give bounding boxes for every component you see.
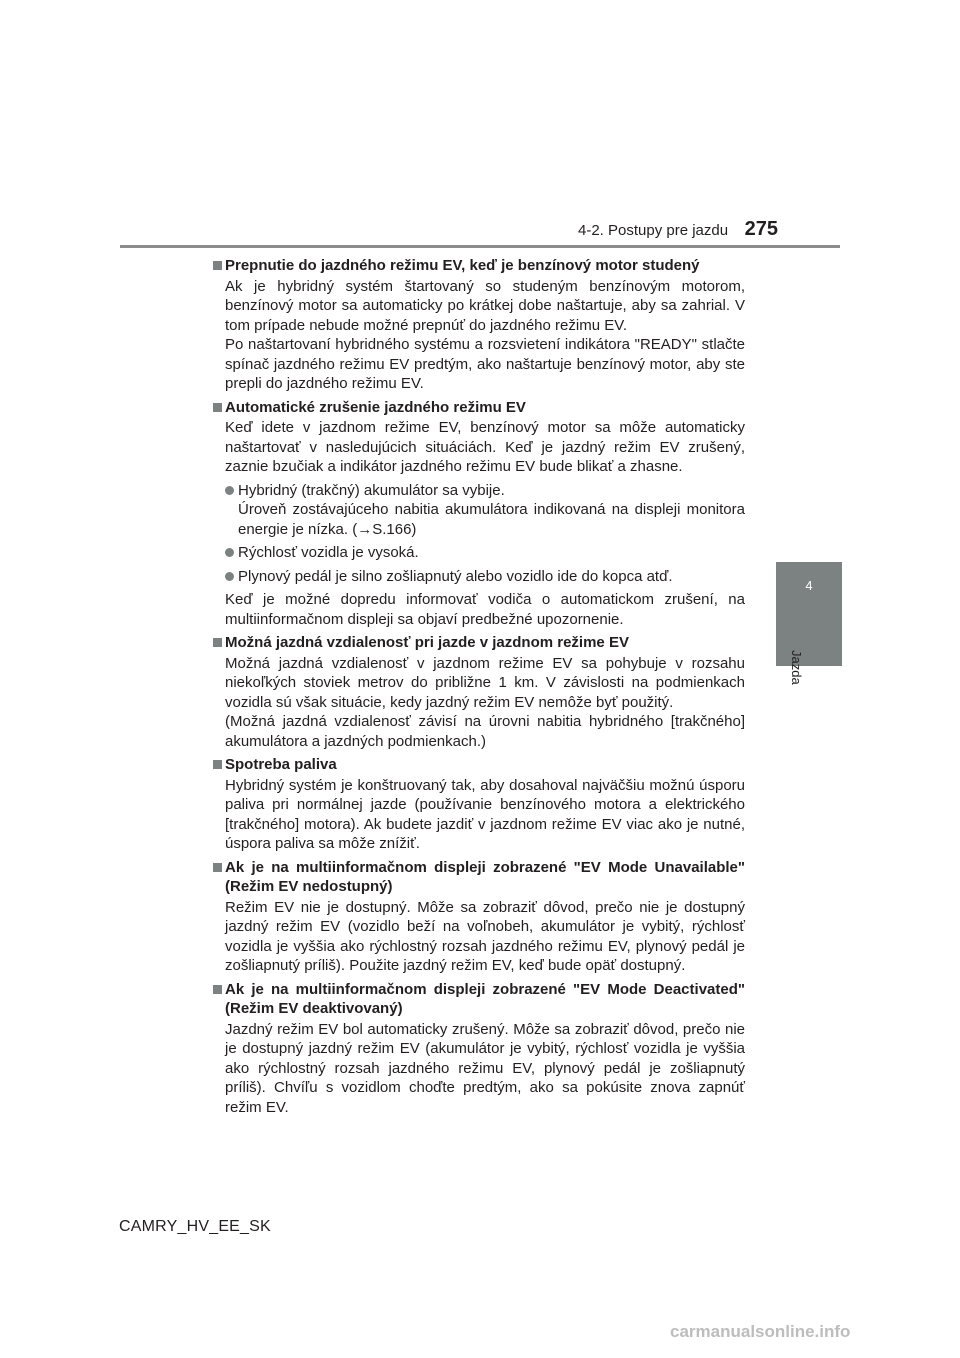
section-title: 4-2. Postupy pre jazdu — [578, 222, 729, 239]
chapter-number: 4 — [805, 578, 813, 593]
page-content — [213, 256, 745, 1121]
chapter-label: Jazda — [789, 650, 804, 685]
paragraph: Ak je hybridný systém štartovaný so studeným benzínovým motorom, benzínový motor sa automaticky po krátkej dobe naštartuje, aby sa zahrial. V tom prípade nebude možné prepnúť do jazdného režimu EV. Po naštartovaní hybridného systému a rozsvietení indikátora "READY" stlačte spínač jazdného režimu EV predtým, ako naštartuje benzínový motor, aby ste prepli do jazdného režimu EV. — [225, 277, 745, 392]
section-ev-unavailable — [213, 858, 745, 976]
section-heading: Ak je na multiinformačnom displeji zobrazené "EV Mode Deactivated" (Režim EV deaktivovaný) — [213, 980, 745, 1019]
paragraph: Jazdný režim EV bol automaticky zrušený. Môže sa zobraziť dôvod, prečo nie je dostupný jazdný režim EV (akumulátor je vybitý, rýchlosť vozidla je vyššia ako rýchlostný rozsah jazdného režimu EV, plynový pedál je zošliapnutý príliš). Chvíľu s vozidlom choďte predtým, ako sa pokúsite znova zapnúť režim EV. — [225, 1020, 745, 1116]
square-bullet-icon — [213, 985, 222, 994]
round-bullet-icon — [225, 572, 234, 581]
section-ev-deactivated — [213, 980, 745, 1118]
list-item: Rýchlosť vozidla je vysoká. — [213, 543, 745, 563]
round-bullet-icon — [225, 486, 234, 495]
section-heading: Spotreba paliva — [213, 755, 745, 775]
section-auto-cancel — [213, 398, 745, 630]
section-ev-range — [213, 633, 745, 751]
round-bullet-icon — [225, 548, 234, 557]
paragraph: Režim EV nie je dostupný. Môže sa zobraziť dôvod, prečo nie je dostupný jazdný režim EV (vozidlo beží na voľnobeh, akumulátor je vybitý, rýchlosť vozidla je vyššia ako rýchlostný rozsah jazdného režimu EV, plynový pedál je zošliapnutý príliš). Použite jazdný režim EV, keď bude opäť dostupný. — [225, 898, 745, 974]
watermark: carmanualsonline.info — [670, 1322, 851, 1341]
section-heading: Automatické zrušenie jazdného režimu EV — [213, 398, 745, 418]
section-heading: Prepnutie do jazdného režimu EV, keď je benzínový motor studený — [213, 256, 745, 276]
paragraph: Keď idete v jazdnom režime EV, benzínový motor sa môže automaticky naštartovať v nasledujúcich situáciách. Keď je jazdný režim EV zrušený, zaznie bzučiak a indikátor jazdného režimu EV bude blikať a zhasne. — [225, 419, 745, 475]
square-bullet-icon — [213, 638, 222, 647]
square-bullet-icon — [213, 261, 222, 270]
square-bullet-icon — [213, 760, 222, 769]
page-number: 275 — [744, 218, 778, 240]
document-code: CAMRY_HV_EE_SK — [119, 1218, 271, 1235]
list-item: Hybridný (trakčný) akumulátor sa vybije. Úroveň zostávajúceho nabitia akumulátora indikovaná na displeji monitora energie je nízka. (→S.166) — [213, 481, 745, 540]
list-item: Plynový pedál je silno zošliapnutý alebo vozidlo ide do kopca atď. — [213, 567, 745, 587]
paragraph: Hybridný systém je konštruovaný tak, aby dosahoval najväčšiu možnú úsporu paliva pri normálnej jazde (používanie benzínového motora a elektrického [trakčného] motora). Ak budete jazdiť v jazdnom režime EV viac ako je nutné, úspora paliva sa môže znížiť. — [225, 776, 745, 852]
paragraph: Možná jazdná vzdialenosť v jazdnom režime EV sa pohybuje v rozsahu niekoľkých stoviek metrov do približne 1 km. V závislosti na podmienkach vozidla sú však situácie, kedy jazdný režim EV nemôže byť použitý. (Možná jazdná vzdialenosť závisí na úrovni nabitia hybridného [trakčného] akumulátora a jazdných podmienkach.) — [225, 654, 745, 750]
paragraph: Keď je možné dopredu informovať vodiča o automatickom zrušení, na multiinformačnom displeji sa objaví predbežné upozornenie. — [225, 591, 745, 628]
header-rule — [120, 245, 840, 248]
section-heading: Možná jazdná vzdialenosť pri jazde v jazdnom režime EV — [213, 633, 745, 653]
section-fuel-consumption — [213, 755, 745, 854]
section-ev-cold-engine — [213, 256, 745, 394]
square-bullet-icon — [213, 863, 222, 872]
section-heading: Ak je na multiinformačnom displeji zobrazené "EV Mode Unavailable" (Režim EV nedostupný) — [213, 858, 745, 897]
square-bullet-icon — [213, 403, 222, 412]
